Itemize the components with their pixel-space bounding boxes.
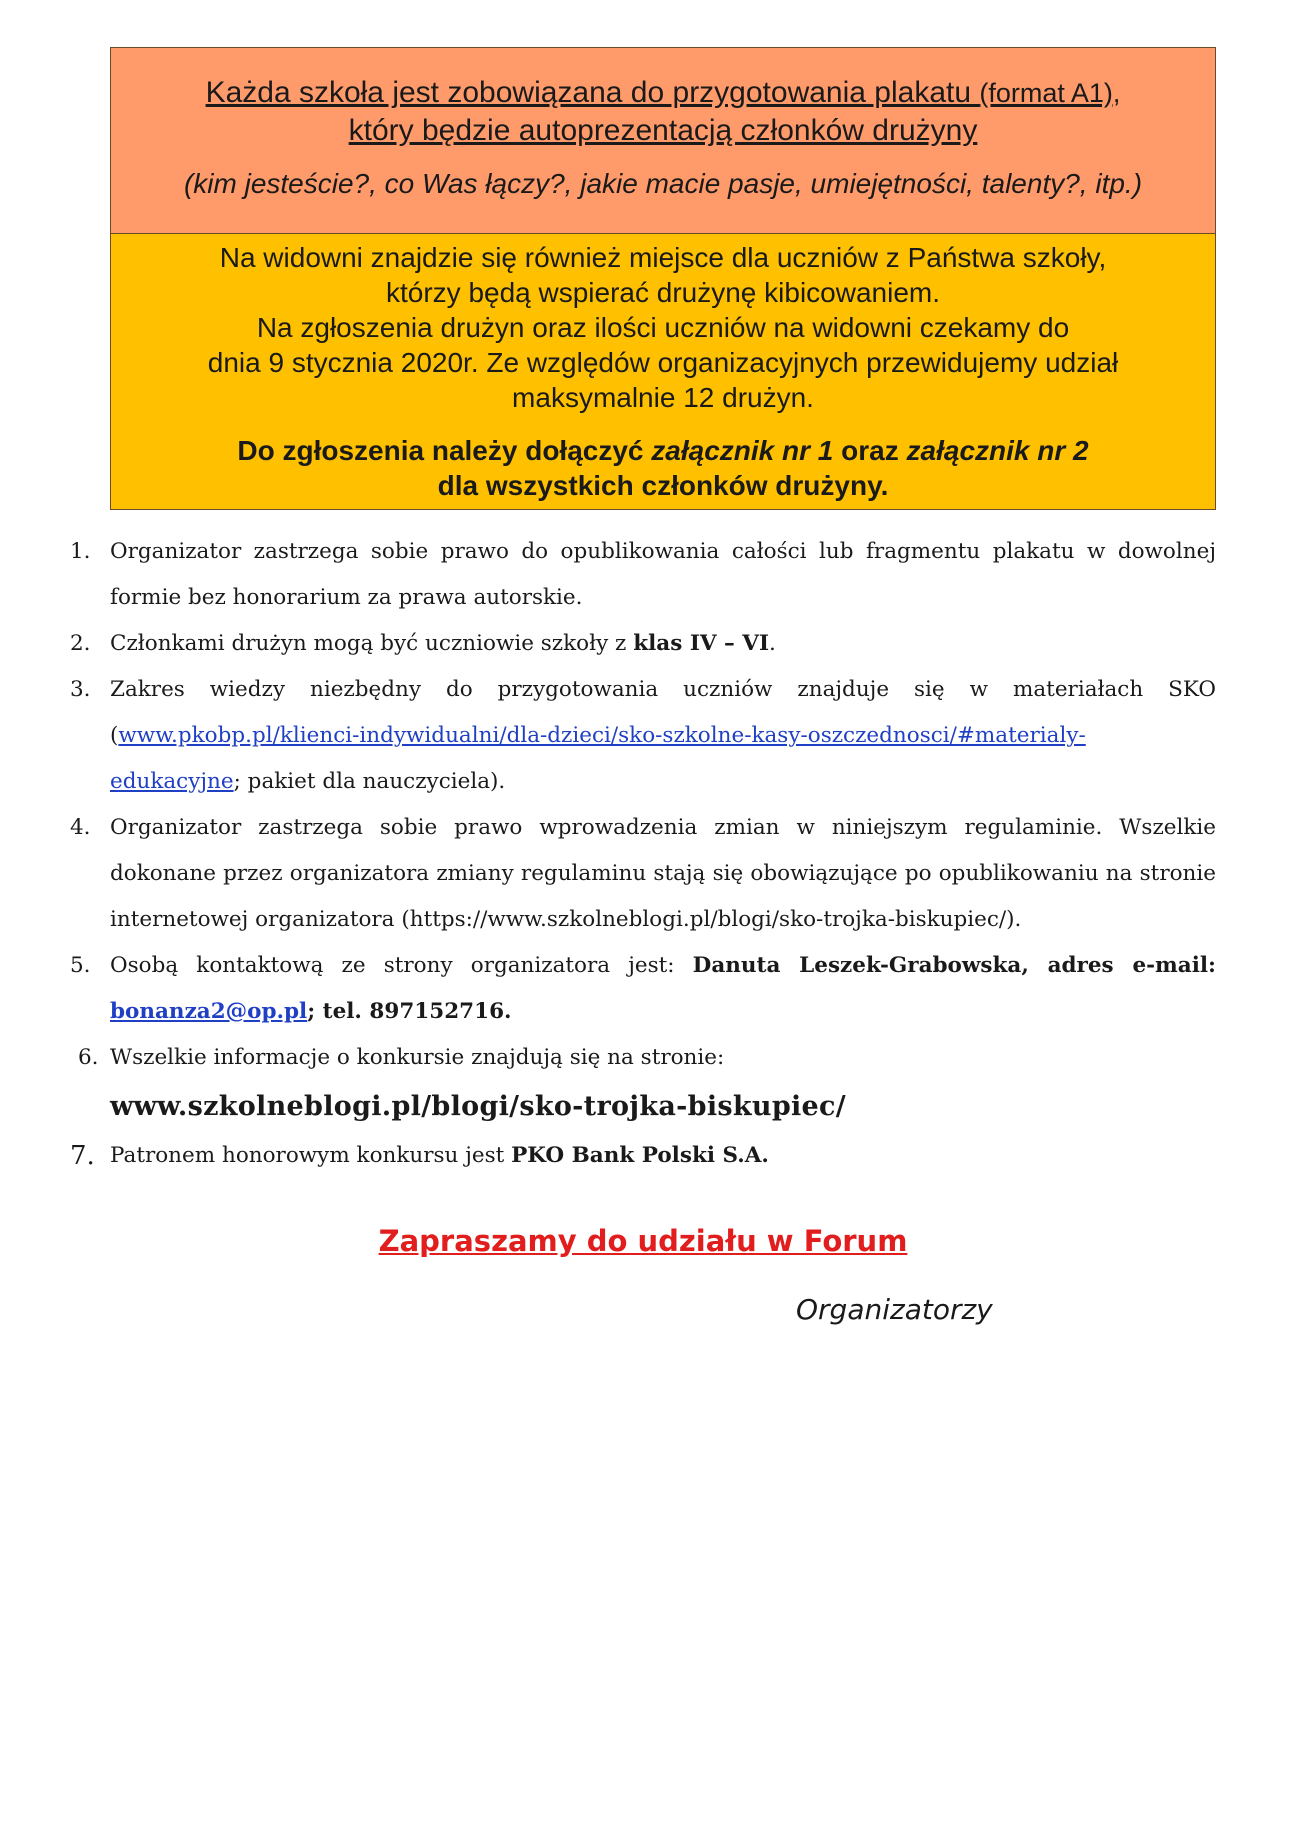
list-item-text: Wszelkie informacje o konkursie znajdują się na stronie: www.szkolneblogi.pl/blogi/sko-trojka-biskupiec/ [110, 1045, 846, 1122]
website-url: www.szkolneblogi.pl/blogi/sko-trojka-biskupiec/ [110, 1091, 846, 1122]
rules-list [70, 529, 1216, 1179]
audience-line-3: Na zgłoszenia drużyn oraz ilości uczniów na widowni czekamy do [256, 312, 1070, 343]
list-item [70, 943, 1216, 1035]
poster-heading-line1 [111, 48, 1215, 112]
list-item [70, 1035, 1216, 1133]
list-number: 5. [70, 953, 91, 978]
email-link[interactable]: bonanza2@op.pl [110, 999, 308, 1024]
list-item [70, 529, 1216, 621]
signature: Organizatorzy [796, 1293, 993, 1326]
list-item [70, 1133, 1216, 1179]
audience-line-5: maksymalnie 12 drużyn. [512, 382, 814, 413]
list-item [70, 805, 1216, 943]
list-number: 7. [70, 1141, 95, 1171]
list-number: 4. [70, 815, 91, 840]
list-item-text: Organizator zastrzega sobie prawo do opublikowania całości lub fragmentu plakatu w dowolnej formie bez honorarium za prawa autorskie. [110, 539, 1216, 610]
list-item-text: Osobą kontaktową ze strony organizatora jest: Danuta Leszek-Grabowska, adres e-mail: bonanza2@op.pl; tel. 897152716. [110, 953, 1216, 1024]
list-item-text: Patronem honorowym konkursu jest PKO Bank Polski S.A. [110, 1143, 769, 1168]
invitation-text: Zapraszamy do udziału w Forum [378, 1224, 908, 1258]
poster-heading-text: Każda szkoła jest zobowiązana do przygotowania plakatu [205, 76, 980, 109]
poster-format: (format A1), [979, 78, 1121, 108]
attachment-2: załącznik nr 2 [906, 435, 1089, 466]
list-number: 3. [70, 677, 91, 702]
attachment-1: załącznik nr 1 [651, 435, 834, 466]
attachment-requirement: Do zgłoszenia należy dołączyć załącznik nr 1 oraz załącznik nr 2 dla wszystkich członków drużyny. [237, 435, 1089, 501]
list-item-text: Zakres wiedzy niezbędny do przygotowania uczniów znajduje się w materiałach SKO (www.pkobp.pl/klienci-indywidualni/dla-dzieci/sko-szkolne-kasy-oszczednosci/#materialy-edukacyjne; pakiet dla nauczyciela). [110, 677, 1216, 794]
audience-line-1: Na widowni znajdzie się również miejsce dla uczniów z Państwa szkoły, [219, 242, 1107, 273]
audience-info-box [110, 233, 1216, 510]
poster-questions: (kim jesteście?, co Was łączy?, jakie macie pasje, umiejętności, talenty?, itp.) [183, 168, 1143, 199]
list-item-text: Członkami drużyn mogą być uczniowie szkoły z klas IV – VI. [110, 631, 776, 656]
sko-materials-link[interactable]: www.pkobp.pl/klienci-indywidualni/dla-dzieci/sko-szkolne-kasy-oszczednosci/#materialy-edukacyjne [110, 723, 1086, 794]
poster-heading-line2: który będzie autoprezentacją członków drużyny [348, 114, 978, 147]
info-boxes [110, 47, 1216, 510]
list-number: 2. [70, 631, 91, 656]
list-item [70, 621, 1216, 667]
audience-line-4: dnia 9 stycznia 2020r. Ze względów organizacyjnych przewidujemy udział [207, 347, 1119, 378]
list-item-text: Organizator zastrzega sobie prawo wprowadzenia zmian w niniejszym regulaminie. Wszelkie dokonane przez organizatora zmiany regulaminu stają się obowiązujące po opublikowaniu na stronie internetowej organizatora (https://www.szkolneblogi.pl/blogi/sko-trojka-biskupiec/). [110, 815, 1216, 932]
list-number: 6. [78, 1045, 99, 1070]
audience-line-2: którzy będą wspierać drużynę kibicowaniem. [385, 277, 941, 308]
list-number: 1. [70, 539, 91, 564]
poster-requirement-box [110, 47, 1216, 233]
list-item [70, 667, 1216, 805]
